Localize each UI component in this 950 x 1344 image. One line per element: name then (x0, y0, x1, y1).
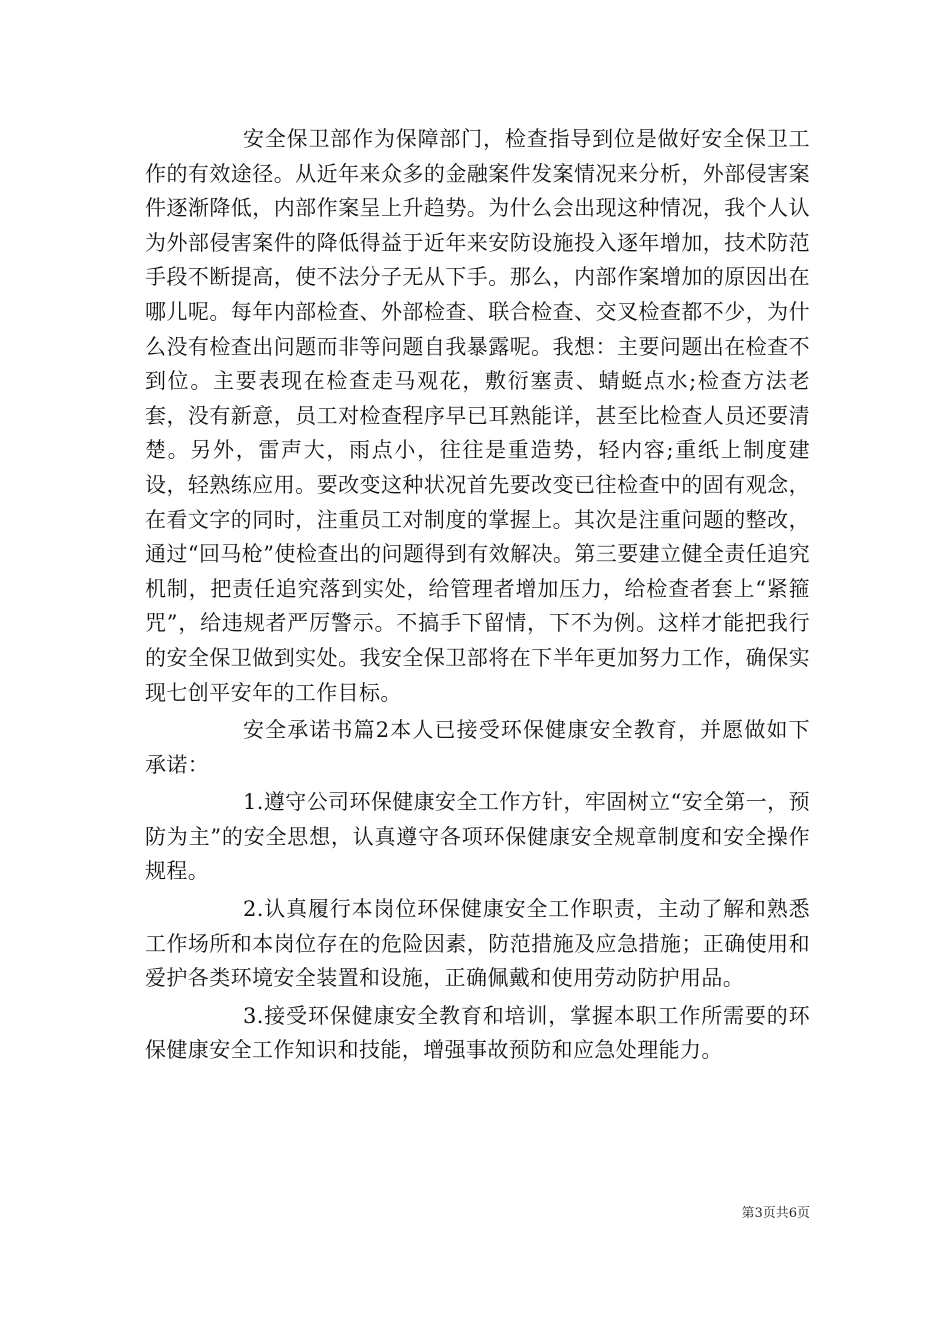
paragraph-commitment-intro: 安全承诺书篇2本人已接受环保健康安全教育，并愿做如下承诺： (145, 718, 810, 777)
paragraph-security-inspection: 安全保卫部作为保障部门，检查指导到位是做好安全保卫工作的有效途径。从近年来众多的金融案件发案情况来分析，外部侵害案件逐渐降低，内部作案呈上升趋势。为什么会出现这种情况，我个人认为外部侵害案件的降低得益于近年来安防设施投入逐年增加，技术防范手段不断提高，使不法分子无从下手。那么，内部作案增加的原因出在哪儿呢。每年内部检查、外部检查、联合检查、交叉检查都不少，为什么没有检查出问题而非等问题自我暴露呢。我想：主要问题出在检查不到位。主要表现在检查走马观花，敷衍塞责、蜻蜓点水;检查方法老套，没有新意，员工对检查程序早已耳熟能详，甚至比检查人员还要清楚。另外，雷声大，雨点小，往往是重造势，轻内容;重纸上制度建设，轻熟练应用。要改变这种状况首先要改变已往检查中的固有观念，在看文字的同时，注重员工对制度的掌握上。其次是注重问题的整改，通过“回马枪”使检查出的问题得到有效解决。第三要建立健全责任追究机制，把责任追究落到实处，给管理者增加压力，给检查者套上“紧箍咒”，给违规者严厉警示。不搞手下留情，下不为例。这样才能把我行的安全保卫做到实处。我安全保卫部将在下半年更加努力工作，确保实现七创平安年的工作目标。 (145, 127, 810, 705)
page-number-footer: 第3页共6页 (741, 1206, 810, 1221)
paragraph-commitment-item-1: 1.遵守公司环保健康安全工作方针，牢固树立“安全第一，预防为主”的安全思想，认真遵守各项环保健康安全规章制度和安全操作规程。 (145, 790, 810, 884)
document-body (145, 122, 810, 1068)
paragraph-commitment-item-2: 2.认真履行本岗位环保健康安全工作职责，主动了解和熟悉工作场所和本岗位存在的危险因素，防范措施及应急措施；正确使用和爱护各类环境安全装置和设施，正确佩戴和使用劳动防护用品。 (145, 897, 810, 991)
paragraph-commitment-item-3: 3.接受环保健康安全教育和培训，掌握本职工作所需要的环保健康安全工作知识和技能，增强事故预防和应急处理能力。 (145, 1003, 810, 1063)
